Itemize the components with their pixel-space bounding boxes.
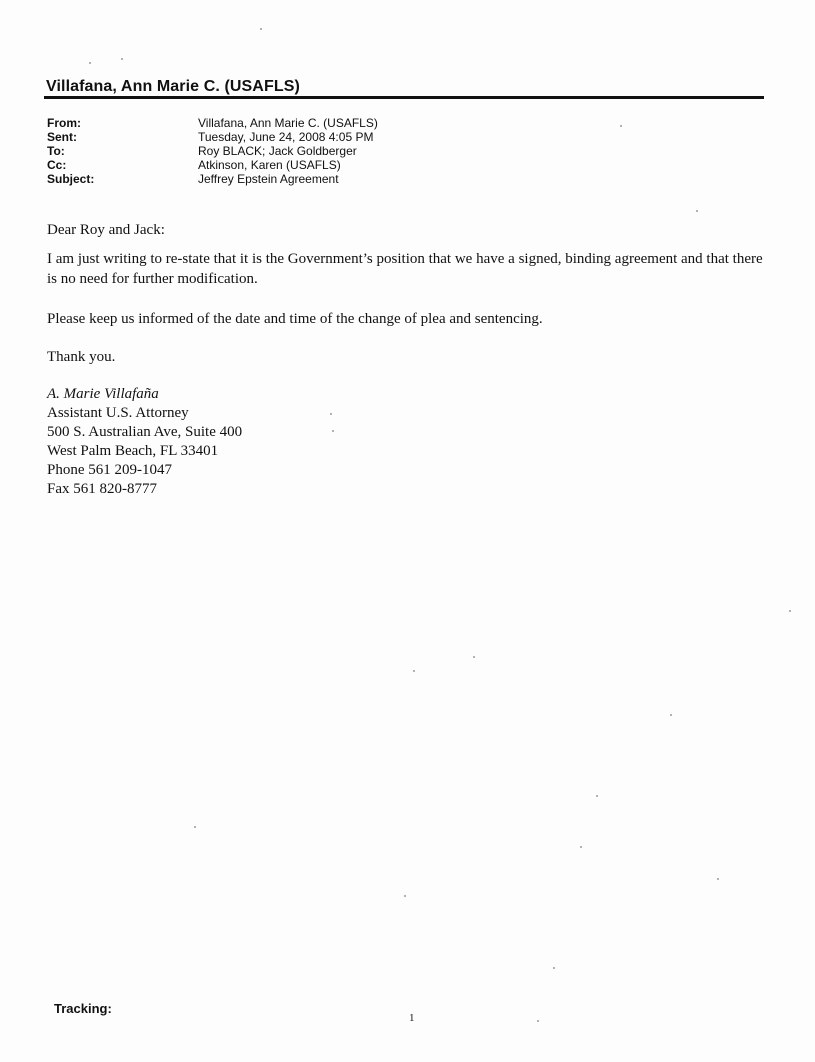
tracking-label: Tracking: xyxy=(54,1001,112,1016)
cc-value: Atkinson, Karen (USAFLS) xyxy=(198,158,341,172)
scan-speck xyxy=(670,714,672,716)
signature-address-line-2: West Palm Beach, FL 33401 xyxy=(47,443,219,459)
signature-title: Assistant U.S. Attorney xyxy=(47,405,189,421)
signature-name: A. Marie Villafaña xyxy=(47,386,159,402)
from-value: Villafana, Ann Marie C. (USAFLS) xyxy=(198,116,378,130)
email-closing: Thank you. xyxy=(47,349,116,365)
scan-speck xyxy=(696,210,698,212)
sent-label: Sent: xyxy=(47,130,77,144)
scan-speck xyxy=(330,413,332,415)
scan-speck xyxy=(580,846,582,848)
meta-row-from xyxy=(47,116,378,130)
meta-row-cc xyxy=(47,158,378,172)
subject-value: Jeffrey Epstein Agreement xyxy=(198,172,339,186)
scan-speck xyxy=(260,28,262,30)
meta-row-sent xyxy=(47,130,378,144)
email-metadata xyxy=(47,116,378,186)
to-label: To: xyxy=(47,144,65,158)
email-signature xyxy=(47,385,242,499)
scan-speck xyxy=(717,878,719,880)
meta-row-subject xyxy=(47,172,378,186)
subject-label: Subject: xyxy=(47,172,95,186)
scan-speck xyxy=(332,430,334,432)
signature-phone: Phone 561 209-1047 xyxy=(47,462,172,478)
scan-speck xyxy=(596,795,598,797)
email-paragraph-1: I am just writing to re-state that it is the Government’s position that we have a signed, binding agreement and that there is no need for further modification. xyxy=(47,251,763,287)
signature-address-line-1: 500 S. Australian Ave, Suite 400 xyxy=(47,424,243,440)
page-number: 1 xyxy=(409,1012,415,1024)
scan-speck xyxy=(473,656,475,658)
scan-speck xyxy=(413,670,415,672)
signature-fax: Fax 561 820-8777 xyxy=(47,481,157,497)
email-paragraph-2: Please keep us informed of the date and time of the change of plea and sentencing. xyxy=(47,311,543,327)
scan-speck xyxy=(789,610,791,612)
meta-row-to xyxy=(47,144,378,158)
scan-speck xyxy=(537,1020,539,1022)
scan-speck xyxy=(404,895,406,897)
scan-speck xyxy=(89,62,91,64)
email-greeting: Dear Roy and Jack: xyxy=(47,222,165,238)
scan-speck xyxy=(194,826,196,828)
from-label: From: xyxy=(47,116,81,130)
to-value: Roy BLACK; Jack Goldberger xyxy=(198,144,357,158)
scan-speck xyxy=(121,58,123,60)
scan-speck xyxy=(553,967,555,969)
sender-header-name: Villafana, Ann Marie C. (USAFLS) xyxy=(46,78,300,95)
header-divider xyxy=(44,96,764,99)
scan-speck xyxy=(620,125,622,127)
sent-value: Tuesday, June 24, 2008 4:05 PM xyxy=(198,130,374,144)
cc-label: Cc: xyxy=(47,158,67,172)
